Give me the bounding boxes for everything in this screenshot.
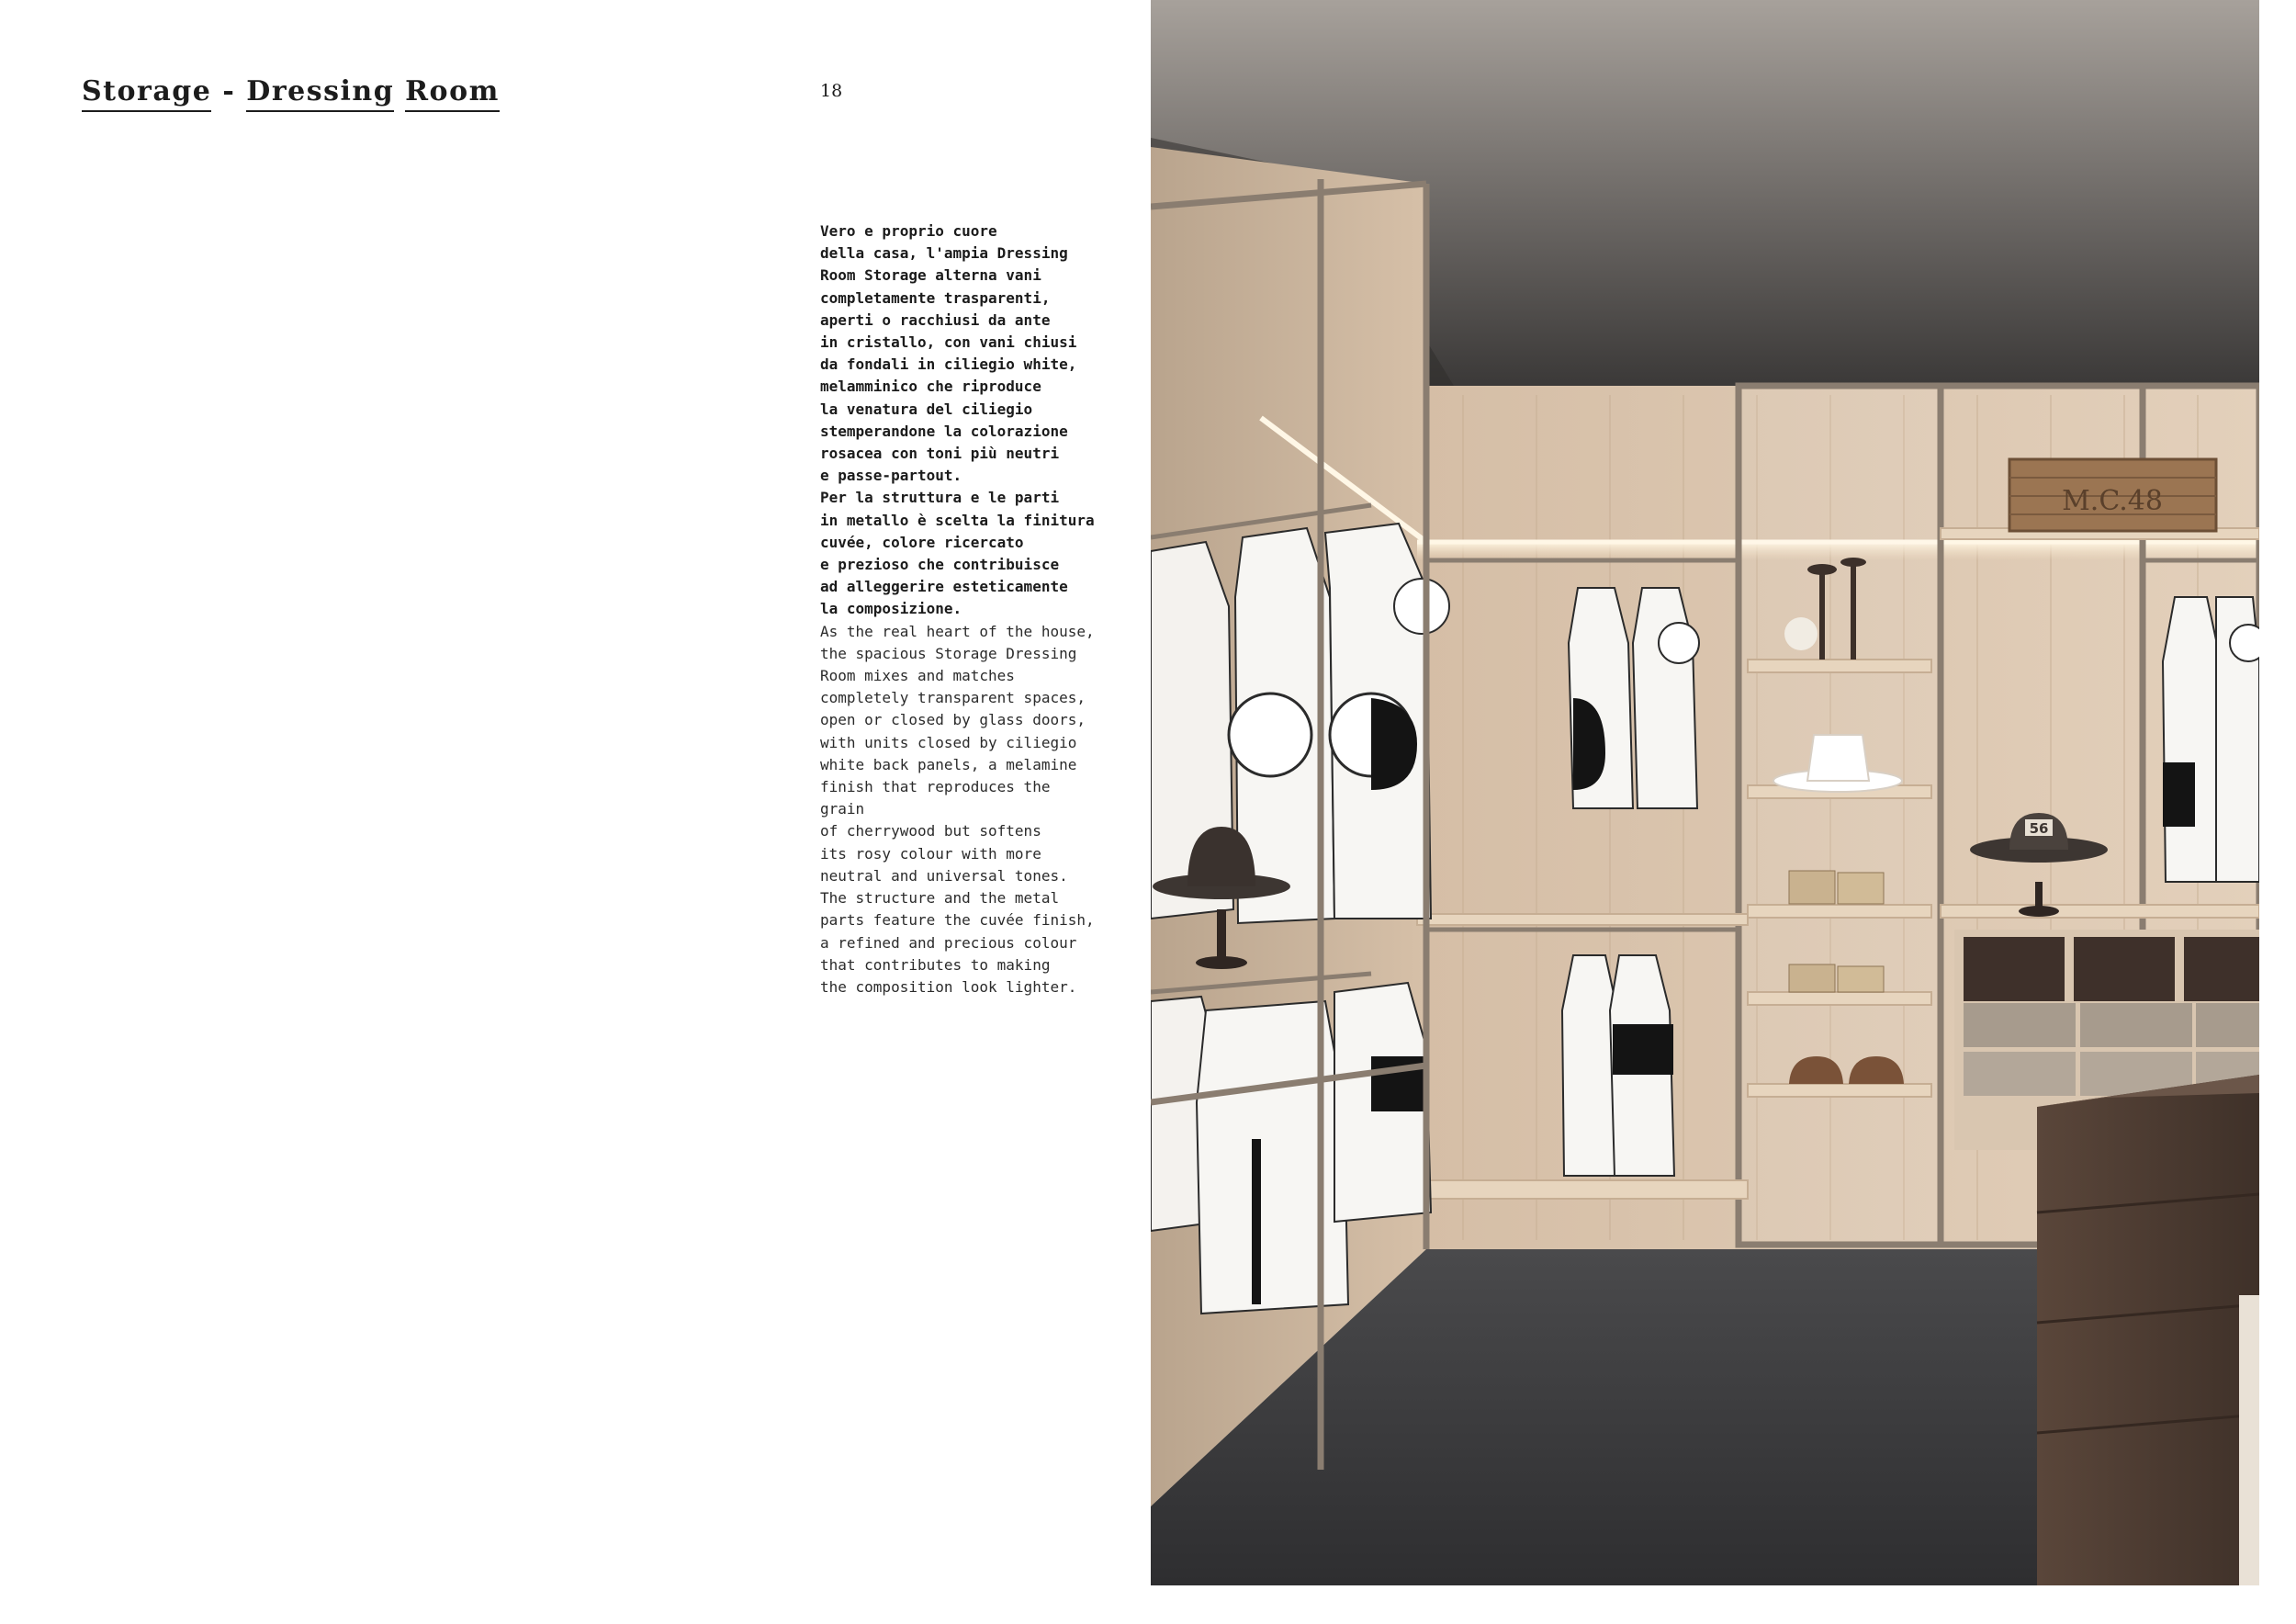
- hat-label: 56: [2029, 820, 2049, 837]
- title-separator: -: [222, 75, 236, 107]
- title-room: Room: [405, 75, 500, 112]
- basket-label: M.C.48: [2062, 485, 2163, 517]
- page-number: 18: [820, 81, 843, 101]
- dressing-room-photo: [1151, 0, 2259, 1585]
- title-storage: Storage: [82, 75, 211, 112]
- body-copy: [820, 220, 1096, 998]
- title-dressing: Dressing: [246, 75, 394, 112]
- wicker-basket: [2009, 459, 2216, 531]
- page-title: [82, 75, 500, 112]
- italian-paragraph: Vero e proprio cuore della casa, l'ampia Dressing Room Storage alterna vani completamente trasparenti, aperti o racchiusi da ante in cristallo, con vani chiusi da fondali in ciliegio white, melamminico che riproduce la venatura del ciliegio stemperandone la colorazione rosacea con toni più neutri e passe-partout. Per la struttura e le parti in metallo è scelta la finitura cuvée, colore ricercato e prezioso che contribuisce ad alleggerire esteticamente la composizione.: [820, 222, 1095, 618]
- foreground-island: [2037, 1075, 2259, 1585]
- english-paragraph: As the real heart of the house, the spacious Storage Dressing Room mixes and matches completely transparent spaces, open or closed by glass doors, with units closed by ciliegio white back panels, a melamine finish that reproduces the grain of cherrywood but softens its rosy colour with more neutral and universal tones. The structure and the metal parts feature the cuvée finish, a refined and precious colour that contributes to making the composition look lighter.: [820, 622, 1095, 996]
